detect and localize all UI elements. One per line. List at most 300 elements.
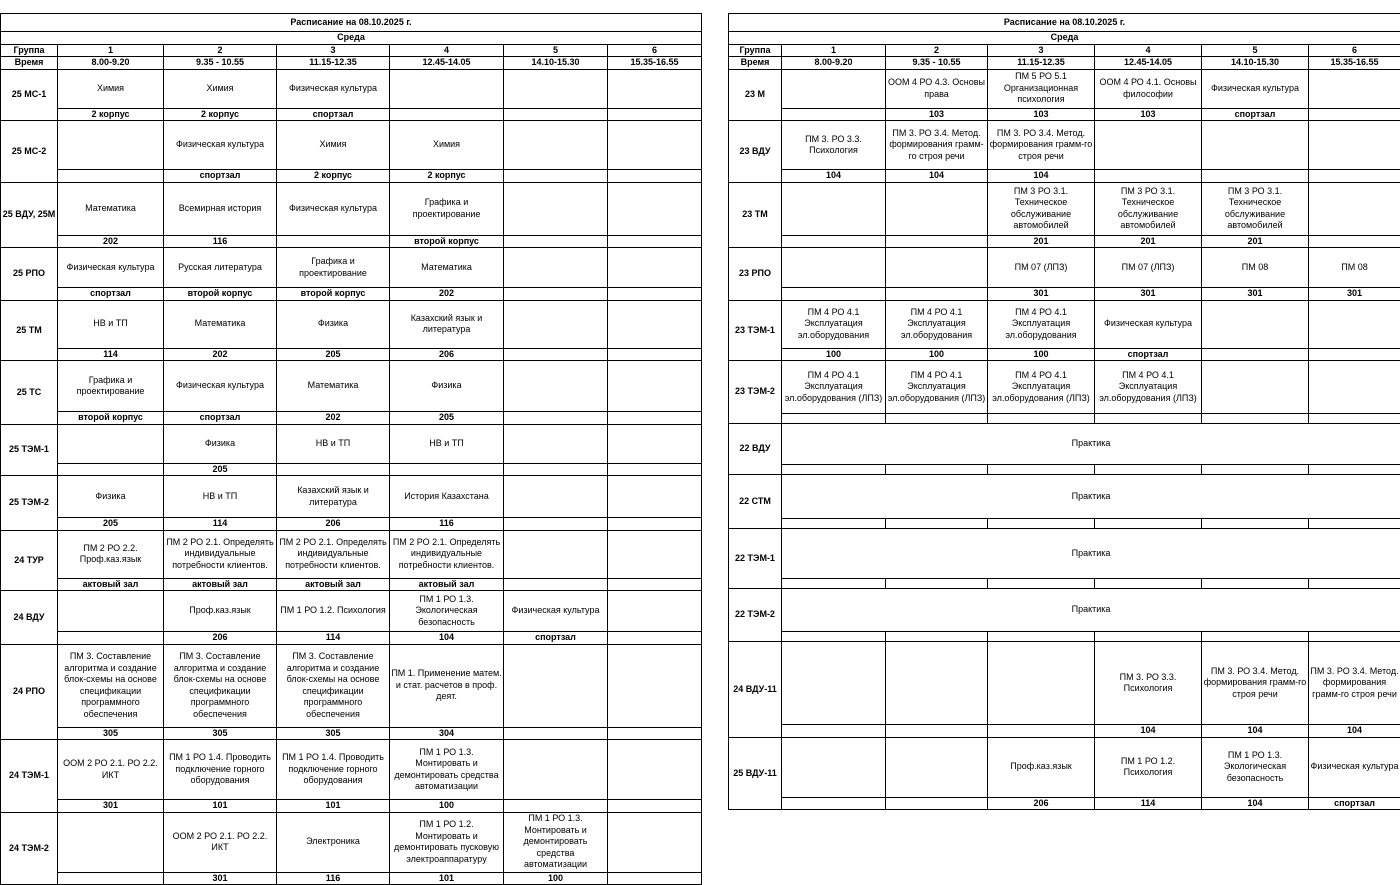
period-time: 14.10-15.30 [1202, 57, 1309, 70]
schedule-row [1, 361, 702, 412]
subject-cell [504, 361, 608, 412]
period-number: 5 [1202, 44, 1309, 57]
room-cell [277, 235, 390, 248]
subject-cell [1095, 121, 1202, 170]
room-cell: 104 [1202, 725, 1309, 738]
room-cell [58, 170, 164, 183]
room-row [729, 631, 1400, 641]
group-name: 23 ТЭМ-2 [729, 361, 782, 424]
room-cell [504, 727, 608, 740]
room-cell [886, 725, 988, 738]
subject-cell: Математика [164, 300, 277, 348]
subject-cell: История Казахстана [390, 476, 504, 518]
subject-cell [504, 530, 608, 578]
subject-cell [886, 248, 988, 288]
group-name: 24 ТЭМ-1 [1, 740, 58, 813]
subject-cell [608, 591, 702, 632]
schedule-row [729, 737, 1400, 797]
subject-cell [58, 121, 164, 170]
group-name: 24 ВДУ [1, 591, 58, 645]
subject-cell: Физическая культура [1202, 69, 1309, 108]
room-cell: 101 [390, 872, 504, 885]
subject-cell: ПМ 4 РО 4.1 Эксплуатация эл.оборудования [886, 300, 988, 348]
subject-cell [608, 121, 702, 170]
period-time: 8.00-9.20 [782, 57, 886, 70]
room-cell [608, 288, 702, 301]
subject-cell [504, 300, 608, 348]
group-name: 22 ТЭМ-2 [729, 589, 782, 642]
room-cell [782, 797, 886, 810]
subject-cell [886, 737, 988, 797]
room-cell [504, 235, 608, 248]
period-number: 5 [504, 44, 608, 57]
subject-cell: ПМ 3. Составление алгоритма и создание блок-схемы на основе спецификации программного обеспечения [277, 644, 390, 727]
room-cell [608, 800, 702, 813]
room-cell [782, 108, 886, 121]
schedule-row [729, 361, 1400, 414]
room-cell [608, 518, 702, 531]
subject-cell [608, 182, 702, 235]
subject-cell [608, 300, 702, 348]
group-name: 22 ТЭМ-1 [729, 529, 782, 589]
time-header: Время [729, 57, 782, 70]
subject-cell: ООМ 2 РО 2.1. РО 2.2. ИКТ [58, 740, 164, 800]
group-name: 25 МС-2 [1, 121, 58, 183]
schedule-title: Расписание на 08.10.2025 г. [1, 14, 702, 32]
period-number: 3 [277, 44, 390, 57]
room-row [729, 288, 1400, 301]
practice-cell: Практика [782, 589, 1400, 632]
room-cell: 201 [988, 235, 1095, 248]
room-cell: спортзал [58, 288, 164, 301]
room-cell: 104 [886, 170, 988, 183]
room-cell [608, 632, 702, 645]
subject-cell: Химия [277, 121, 390, 170]
group-name: 25 ТЭМ-2 [1, 476, 58, 531]
room-cell [782, 235, 886, 248]
subject-cell [504, 740, 608, 800]
room-cell: 2 корпус [390, 170, 504, 183]
subject-cell [58, 812, 164, 872]
group-name: 23 М [729, 69, 782, 121]
room-cell: актовый зал [164, 578, 277, 591]
room-cell [504, 288, 608, 301]
subject-cell [608, 69, 702, 108]
group-name: 22 ВДУ [729, 424, 782, 475]
room-cell: 2 корпус [164, 108, 277, 121]
subject-cell: Математика [390, 248, 504, 288]
schedule-row [1, 182, 702, 235]
room-row [729, 578, 1400, 588]
room-cell: спортзал [1095, 348, 1202, 361]
room-row [729, 413, 1400, 423]
schedule-row [1, 812, 702, 872]
room-cell [608, 235, 702, 248]
subject-cell: Электроника [277, 812, 390, 872]
room-cell: 116 [277, 872, 390, 885]
room-cell [58, 872, 164, 885]
subject-cell: НВ и ТП [58, 300, 164, 348]
subject-cell: ПМ 1 РО 1.2. Монтировать и демонтировать пусковую электроаппаратуру [390, 812, 504, 872]
room-cell: 202 [277, 412, 390, 425]
subject-cell: НВ и ТП [164, 476, 277, 518]
room-row [729, 170, 1400, 183]
practice-cell: Практика [782, 529, 1400, 579]
subject-cell: ПМ 4 РО 4.1 Эксплуатация эл.оборудования (ЛПЗ) [988, 361, 1095, 414]
room-cell [504, 578, 608, 591]
subject-cell: ПМ 2 РО 2.2. Проф.каз.язык [58, 530, 164, 578]
group-name: 23 ВДУ [729, 121, 782, 183]
room-row [729, 464, 1400, 474]
subject-cell: Графика и проектирование [58, 361, 164, 412]
room-cell: 206 [988, 797, 1095, 810]
period-time: 11.15-12.35 [277, 57, 390, 70]
schedule-row [729, 475, 1400, 519]
room-cell: 104 [1309, 725, 1400, 738]
subject-cell: Казахский язык и литература [277, 476, 390, 518]
subject-cell: ПМ 2 РО 2.1. Определять индивидуальные потребности клиентов. [277, 530, 390, 578]
period-time: 9.35 - 10.55 [886, 57, 988, 70]
group-name: 25 ТЭМ-1 [1, 424, 58, 476]
period-number: 6 [608, 44, 702, 57]
subject-cell [58, 424, 164, 463]
room-cell [504, 463, 608, 476]
room-cell: 103 [988, 108, 1095, 121]
room-cell: актовый зал [390, 578, 504, 591]
subject-cell: ПМ 08 [1202, 248, 1309, 288]
room-cell: 116 [164, 235, 277, 248]
time-header: Время [1, 57, 58, 70]
room-cell [886, 631, 988, 641]
subject-cell: ПМ 1 РО 1.3. Монтировать и демонтировать средства автоматизации [504, 812, 608, 872]
period-header-row [1, 44, 702, 57]
room-row [1, 108, 702, 121]
room-cell [1309, 348, 1400, 361]
room-cell: 305 [277, 727, 390, 740]
room-cell: 205 [277, 348, 390, 361]
subject-cell: Физическая культура [504, 591, 608, 632]
subject-cell [504, 476, 608, 518]
period-number: 4 [390, 44, 504, 57]
room-row [1, 872, 702, 885]
subject-cell [1309, 361, 1400, 414]
group-name: 24 РПО [1, 644, 58, 740]
room-cell: второй корпус [390, 235, 504, 248]
subject-cell [504, 69, 608, 108]
room-cell: 301 [1309, 288, 1400, 301]
room-cell [1309, 518, 1400, 528]
subject-cell [608, 424, 702, 463]
room-cell [1202, 578, 1309, 588]
title-row [729, 14, 1400, 32]
room-cell: 206 [164, 632, 277, 645]
room-cell: спортзал [277, 108, 390, 121]
schedule-row [729, 182, 1400, 235]
subject-cell: ПМ 07 (ЛПЗ) [1095, 248, 1202, 288]
room-cell [1202, 631, 1309, 641]
room-cell [1309, 235, 1400, 248]
schedule-row [1, 69, 702, 108]
subject-cell [782, 69, 886, 108]
subject-cell [782, 182, 886, 235]
subject-cell: ПМ 1. Применение матем. и стат. расчетов в проф. деят. [390, 644, 504, 727]
room-row [1, 288, 702, 301]
subject-cell [504, 248, 608, 288]
subject-cell: ПМ 3. РО 3.4. Метод. формирования грамм-го строя речи [1309, 642, 1400, 725]
room-cell: спортзал [164, 412, 277, 425]
schedule-row [1, 530, 702, 578]
subject-cell: Физическая культура [1309, 737, 1400, 797]
room-cell: 104 [390, 632, 504, 645]
subject-cell: ПМ 4 РО 4.1 Эксплуатация эл.оборудования [988, 300, 1095, 348]
room-cell [1202, 413, 1309, 423]
room-row [729, 518, 1400, 528]
subject-cell [58, 591, 164, 632]
schedule-row [729, 529, 1400, 579]
subject-cell: Физическая культура [1095, 300, 1202, 348]
room-row [729, 235, 1400, 248]
subject-cell: ПМ 3 РО 3.1. Техническое обслуживание автомобилей [1095, 182, 1202, 235]
day-row [1, 32, 702, 45]
room-cell: 100 [886, 348, 988, 361]
group-name: 25 МС-1 [1, 69, 58, 121]
period-time: 12.45-14.05 [390, 57, 504, 70]
room-row [1, 727, 702, 740]
period-header-row [729, 44, 1400, 57]
subject-cell: Химия [390, 121, 504, 170]
subject-cell: Казахский язык и литература [390, 300, 504, 348]
period-number: 1 [58, 44, 164, 57]
subject-cell [504, 644, 608, 727]
room-cell [988, 631, 1095, 641]
subject-cell: ПМ 3. РО 3.4. Метод. формирования грамм-го строя речи [886, 121, 988, 170]
group-name: 24 ТУР [1, 530, 58, 591]
group-name: 23 РПО [729, 248, 782, 301]
subject-cell: ПМ 4 РО 4.1 Эксплуатация эл.оборудования (ЛПЗ) [782, 361, 886, 414]
schedule-row [1, 121, 702, 170]
subject-cell: ПМ 1 РО 1.4. Проводить подключение горного оборудования [164, 740, 277, 800]
room-cell [608, 463, 702, 476]
schedule-table-left [0, 13, 702, 885]
room-cell: 202 [390, 288, 504, 301]
room-cell: второй корпус [164, 288, 277, 301]
room-cell: 206 [277, 518, 390, 531]
subject-cell: Проф.каз.язык [164, 591, 277, 632]
room-cell: 116 [390, 518, 504, 531]
room-cell: 301 [1202, 288, 1309, 301]
period-time: 15.35-16.55 [608, 57, 702, 70]
room-cell [504, 412, 608, 425]
subject-cell [608, 476, 702, 518]
title-row [1, 14, 702, 32]
room-cell: второй корпус [277, 288, 390, 301]
subject-cell: Физика [58, 476, 164, 518]
subject-cell [988, 642, 1095, 725]
room-cell: 104 [782, 170, 886, 183]
room-cell [1095, 631, 1202, 641]
subject-cell [1309, 182, 1400, 235]
room-cell [504, 108, 608, 121]
period-time: 12.45-14.05 [1095, 57, 1202, 70]
day-label: Среда [1, 32, 702, 45]
room-cell: 2 корпус [277, 170, 390, 183]
room-cell: 206 [390, 348, 504, 361]
room-cell [1202, 348, 1309, 361]
subject-cell: ПМ 3. РО 3.3. Психология [1095, 642, 1202, 725]
room-cell [782, 725, 886, 738]
room-row [1, 235, 702, 248]
subject-cell: ПМ 1 РО 1.3. Экологическая безопасность [1202, 737, 1309, 797]
room-cell: 103 [1095, 108, 1202, 121]
room-cell [608, 412, 702, 425]
room-cell: 301 [1095, 288, 1202, 301]
room-cell: 100 [988, 348, 1095, 361]
room-row [1, 412, 702, 425]
subject-cell [886, 182, 988, 235]
subject-cell: ПМ 4 РО 4.1 Эксплуатация эл.оборудования (ЛПЗ) [1095, 361, 1202, 414]
schedule-row [1, 591, 702, 632]
room-cell [1309, 170, 1400, 183]
group-name: 25 ВДУ, 25М [1, 182, 58, 248]
room-cell: спортзал [504, 632, 608, 645]
group-name: 25 РПО [1, 248, 58, 301]
room-row [729, 797, 1400, 810]
room-cell [1095, 518, 1202, 528]
schedule-row [1, 300, 702, 348]
group-name: 23 ТЭМ-1 [729, 300, 782, 361]
room-cell [988, 413, 1095, 423]
subject-cell: Физическая культура [277, 69, 390, 108]
room-cell [782, 631, 886, 641]
room-cell: 202 [164, 348, 277, 361]
subject-cell [608, 740, 702, 800]
room-cell: 205 [164, 463, 277, 476]
room-cell [1309, 413, 1400, 423]
subject-cell: ПМ 1 РО 1.3. Экологическая безопасность [390, 591, 504, 632]
group-header: Группа [1, 44, 58, 57]
room-cell: 201 [1095, 235, 1202, 248]
room-cell [277, 463, 390, 476]
group-name: 24 ВДУ-11 [729, 642, 782, 738]
subject-cell: ПМ 3. РО 3.3. Психология [782, 121, 886, 170]
room-cell [886, 235, 988, 248]
group-name: 23 ТМ [729, 182, 782, 248]
period-time: 15.35-16.55 [1309, 57, 1400, 70]
subject-cell: ПМ 3. РО 3.4. Метод. формирования грамм-го строя речи [1202, 642, 1309, 725]
room-cell [504, 800, 608, 813]
room-cell: 205 [390, 412, 504, 425]
room-cell [504, 518, 608, 531]
subject-cell [1202, 361, 1309, 414]
subject-cell [1309, 69, 1400, 108]
room-cell [58, 632, 164, 645]
room-cell [782, 518, 886, 528]
subject-cell: Всемирная история [164, 182, 277, 235]
room-cell [1202, 464, 1309, 474]
schedule-row [729, 300, 1400, 348]
subject-cell [504, 121, 608, 170]
practice-cell: Практика [782, 475, 1400, 519]
room-cell [58, 463, 164, 476]
room-row [729, 348, 1400, 361]
room-cell [1309, 464, 1400, 474]
room-cell: 202 [58, 235, 164, 248]
subject-cell: Физическая культура [164, 121, 277, 170]
room-cell: 305 [58, 727, 164, 740]
schedule-row [1, 740, 702, 800]
room-cell: 114 [1095, 797, 1202, 810]
subject-cell: ПМ 3. Составление алгоритма и создание блок-схемы на основе спецификации программного обеспечения [58, 644, 164, 727]
period-number: 1 [782, 44, 886, 57]
subject-cell: ПМ 5 РО 5.1 Организационная психология [988, 69, 1095, 108]
room-row [729, 725, 1400, 738]
room-cell [988, 725, 1095, 738]
group-name: 25 ТМ [1, 300, 58, 361]
subject-cell: Русская литература [164, 248, 277, 288]
schedule-row [1, 476, 702, 518]
subject-cell: Математика [58, 182, 164, 235]
subject-cell [504, 424, 608, 463]
schedule-row [729, 424, 1400, 465]
subject-cell: ПМ 3. РО 3.4. Метод. формирования грамм-го строя речи [988, 121, 1095, 170]
room-cell [782, 578, 886, 588]
period-time: 9.35 - 10.55 [164, 57, 277, 70]
subject-cell [782, 737, 886, 797]
room-cell: спортзал [1309, 797, 1400, 810]
room-cell [390, 108, 504, 121]
room-row [1, 578, 702, 591]
room-cell: актовый зал [58, 578, 164, 591]
subject-cell [782, 248, 886, 288]
room-cell: 103 [886, 108, 988, 121]
subject-cell: Проф.каз.язык [988, 737, 1095, 797]
room-cell [1202, 170, 1309, 183]
subject-cell: Математика [277, 361, 390, 412]
room-cell [782, 464, 886, 474]
subject-cell: Физика [277, 300, 390, 348]
subject-cell: Физическая культура [277, 182, 390, 235]
room-cell [390, 463, 504, 476]
subject-cell: ПМ 07 (ЛПЗ) [988, 248, 1095, 288]
room-row [1, 463, 702, 476]
subject-cell [608, 644, 702, 727]
period-number: 2 [886, 44, 988, 57]
room-cell [886, 288, 988, 301]
room-cell [1309, 108, 1400, 121]
subject-cell [1309, 121, 1400, 170]
room-cell [504, 170, 608, 183]
subject-cell: Физическая культура [164, 361, 277, 412]
room-cell: 101 [277, 800, 390, 813]
room-cell: 100 [782, 348, 886, 361]
period-time: 14.10-15.30 [504, 57, 608, 70]
room-cell [608, 578, 702, 591]
subject-cell [1309, 300, 1400, 348]
schedule-row [729, 642, 1400, 725]
day-label: Среда [729, 32, 1400, 45]
subject-cell [608, 248, 702, 288]
subject-cell: ПМ 1 РО 1.2. Психология [277, 591, 390, 632]
subject-cell: ООМ 4 РО 4.1. Основы философии [1095, 69, 1202, 108]
room-cell [1095, 170, 1202, 183]
subject-cell [390, 69, 504, 108]
period-number: 4 [1095, 44, 1202, 57]
room-cell: 301 [58, 800, 164, 813]
room-cell [608, 872, 702, 885]
room-cell [608, 727, 702, 740]
room-cell: 104 [1202, 797, 1309, 810]
room-cell [886, 797, 988, 810]
